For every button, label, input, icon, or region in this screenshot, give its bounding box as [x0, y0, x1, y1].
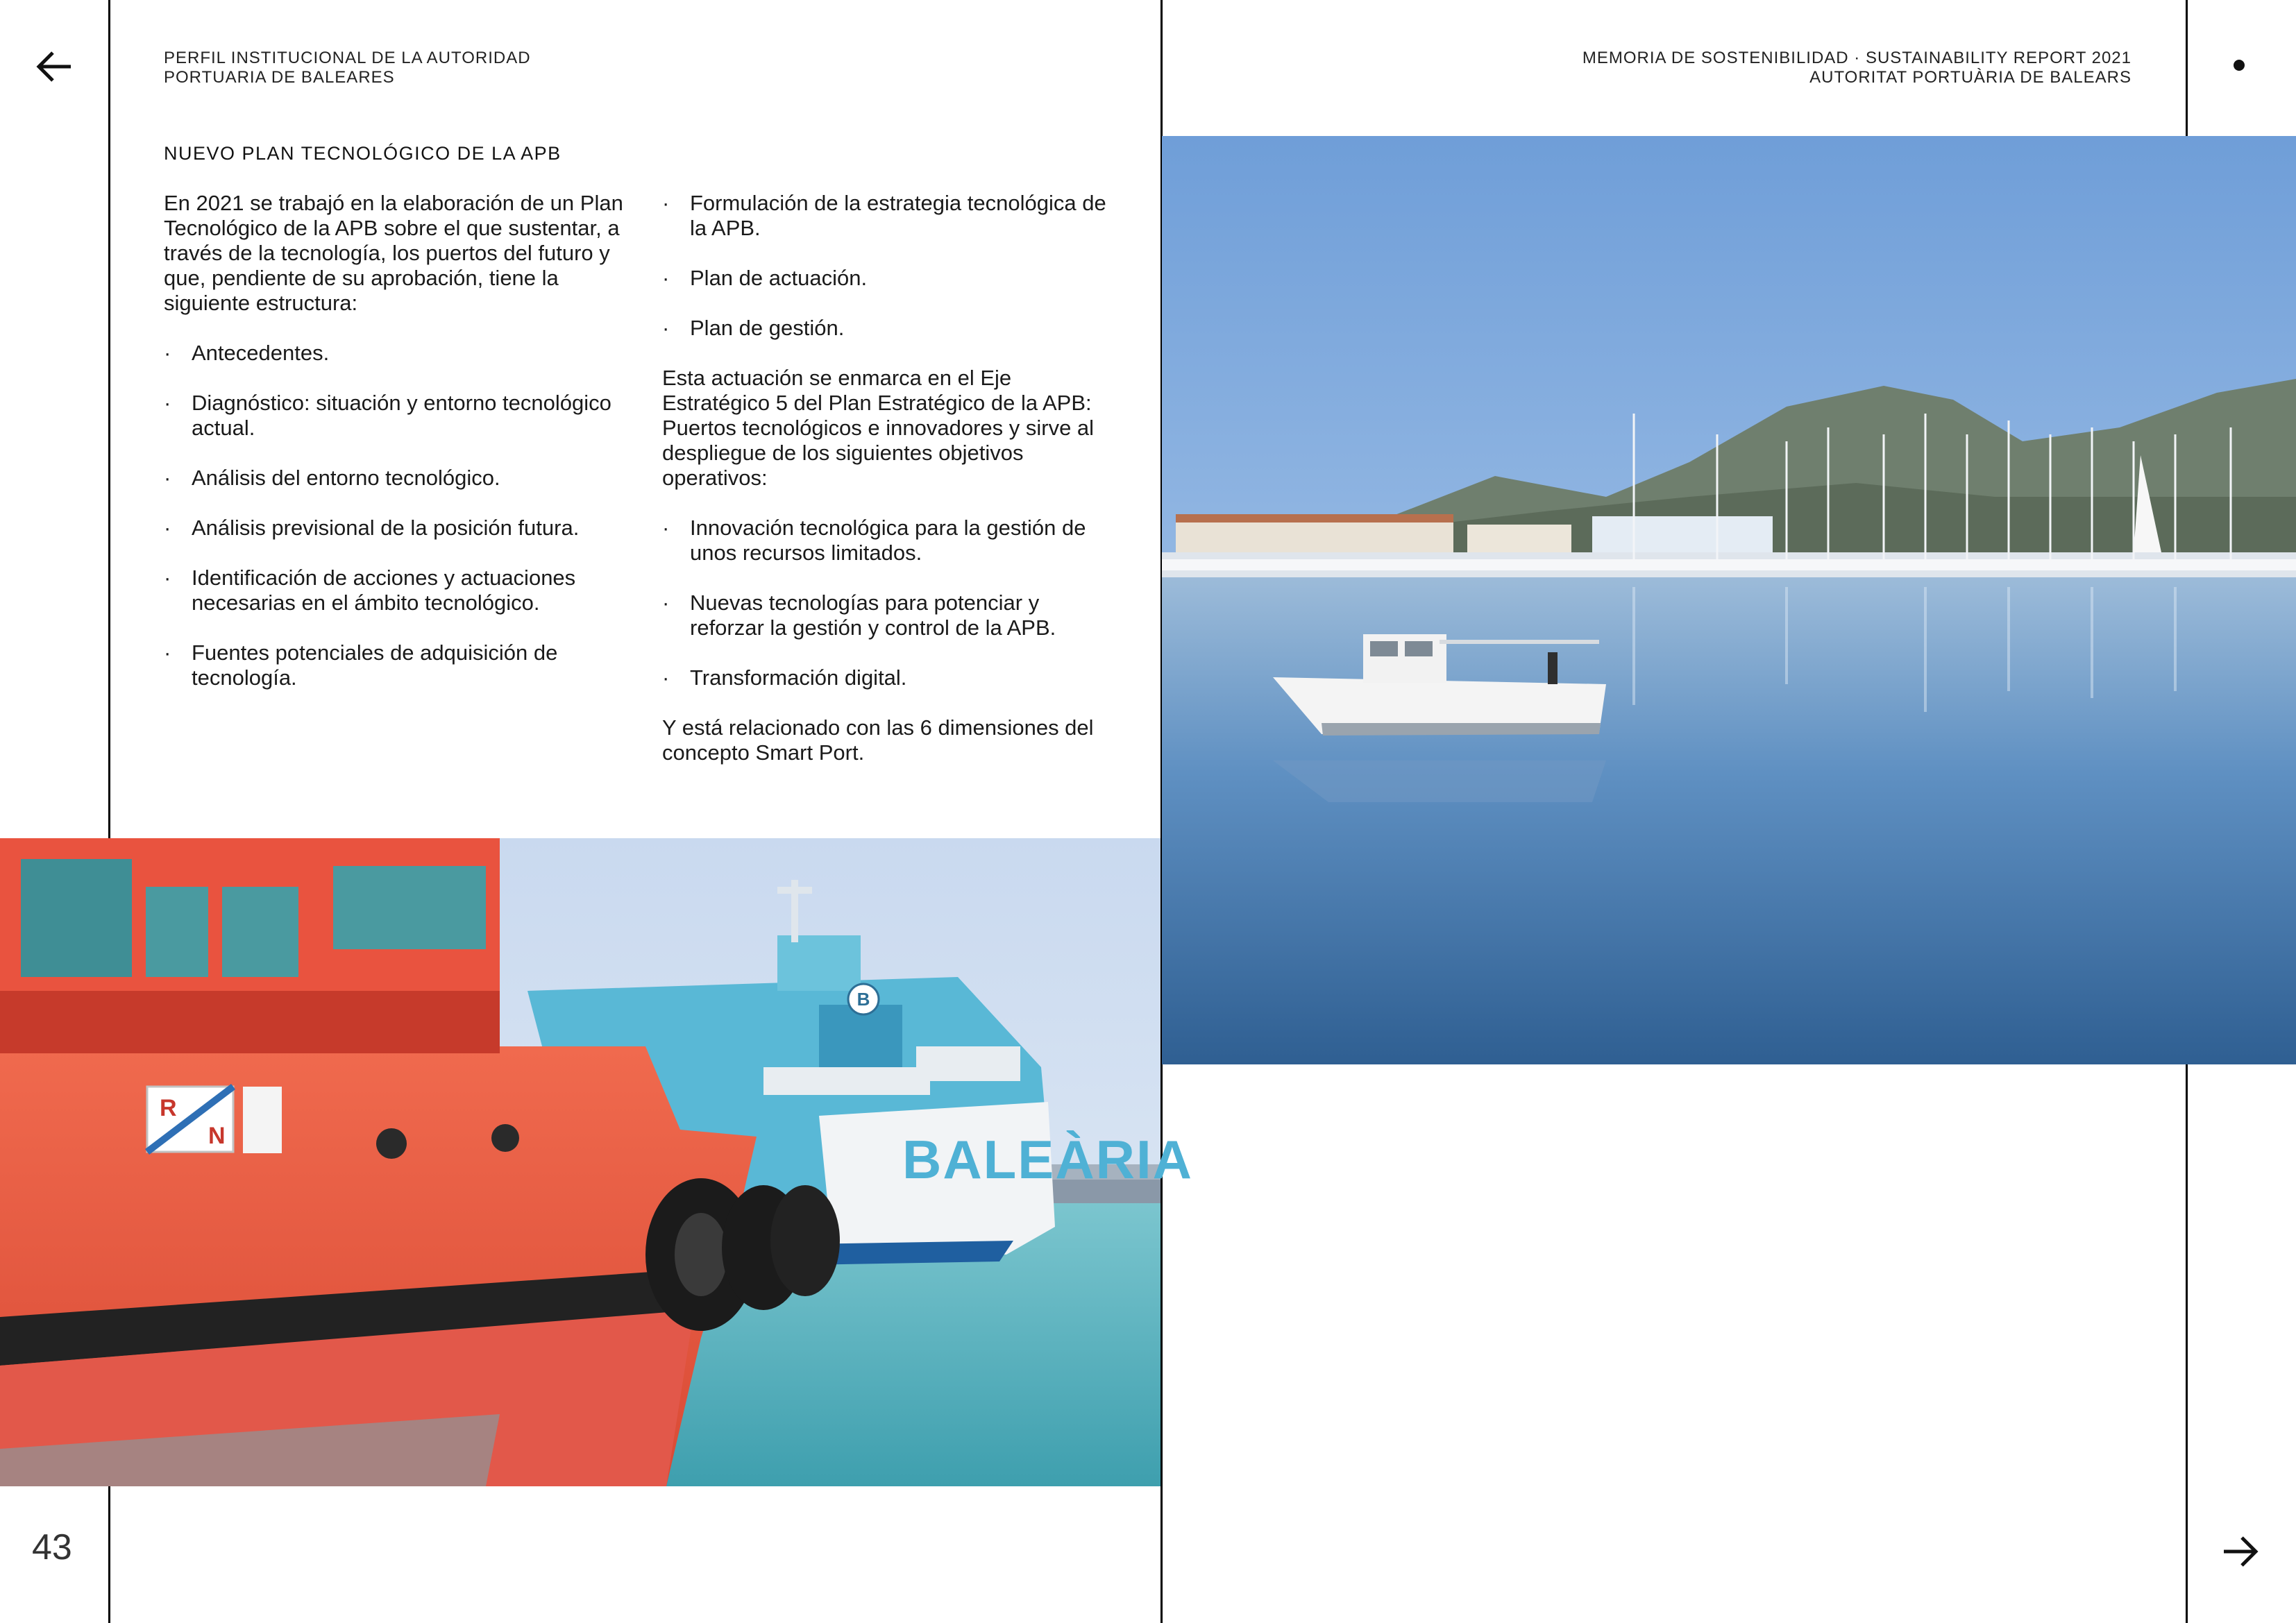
list-item: · Fuentes potenciales de adquisición de tecnología. [164, 640, 630, 690]
list-item: · Diagnóstico: situación y entorno tecnológico actual. [164, 391, 630, 441]
arrow-left-icon[interactable] [33, 46, 75, 87]
page-number: 43 [32, 1527, 72, 1567]
hull-letter-n: N [208, 1123, 226, 1149]
axis-paragraph: Esta actuación se enmarca en el Eje Estratégico 5 del Plan Estratégico de la APB: Puertos tecnológicos e innovadores y sirve al despliegue de los siguientes objetivos operativos: [662, 366, 1095, 490]
hull-letter-r: R [160, 1095, 177, 1121]
list-item: · Identificación de acciones y actuaciones necesarias en el ámbito tecnológico. [164, 566, 630, 615]
list-item: · Transformación digital. [662, 665, 1106, 690]
column-left [164, 191, 630, 715]
harbour-photo [1162, 136, 2296, 1064]
list-item: · Innovación tecnológica para la gestión de unos recursos limitados. [662, 516, 1106, 566]
tugboat-ferry-photo [0, 838, 1193, 1486]
objectives-list [662, 516, 1106, 690]
list-item: · Plan de actuación. [662, 266, 1106, 291]
structure-list [164, 341, 630, 690]
list-item: · Plan de gestión. [662, 316, 1106, 341]
ferry-brand: BALEÀRIA [902, 1129, 1193, 1190]
arrow-right-icon[interactable] [2220, 1531, 2261, 1572]
list-item: · Nuevas tecnologías para potenciar y reforzar la gestión y control de la APB. [662, 590, 1106, 640]
closing-paragraph: Y está relacionado con las 6 dimensiones del concepto Smart Port. [662, 715, 1094, 765]
header-left [164, 49, 531, 87]
ferry-badge: B [856, 989, 870, 1010]
list-item: · Antecedentes. [164, 341, 630, 366]
intro-paragraph: En 2021 se trabajó en la elaboración de un Plan Tecnológico de la APB sobre el que sustentar, a través de la tecnología, los puertos del futuro y que, pendiente de su aprobación, tiene la siguiente estructura: [164, 191, 623, 315]
header-left-line1: PERFIL INSTITUCIONAL DE LA AUTORIDAD [164, 49, 531, 67]
header-left-line2: PORTUARIA DE BALEARES [164, 68, 395, 87]
header-right-line1: MEMORIA DE SOSTENIBILIDAD · SUSTAINABILITY REPORT 2021 [1582, 49, 2132, 67]
list-item: · Análisis previsional de la posición futura. [164, 516, 630, 541]
structure-list-continued [662, 191, 1106, 341]
header-right-line2: AUTORITAT PORTUÀRIA DE BALEARS [1809, 68, 2132, 87]
column-right [662, 191, 1106, 790]
header-right [1582, 49, 2132, 87]
list-item: · Análisis del entorno tecnológico. [164, 466, 630, 491]
dot-icon [2234, 60, 2245, 71]
section-title: NUEVO PLAN TECNOLÓGICO DE LA APB [164, 143, 562, 164]
list-item: · Formulación de la estrategia tecnológica de la APB. [662, 191, 1106, 241]
